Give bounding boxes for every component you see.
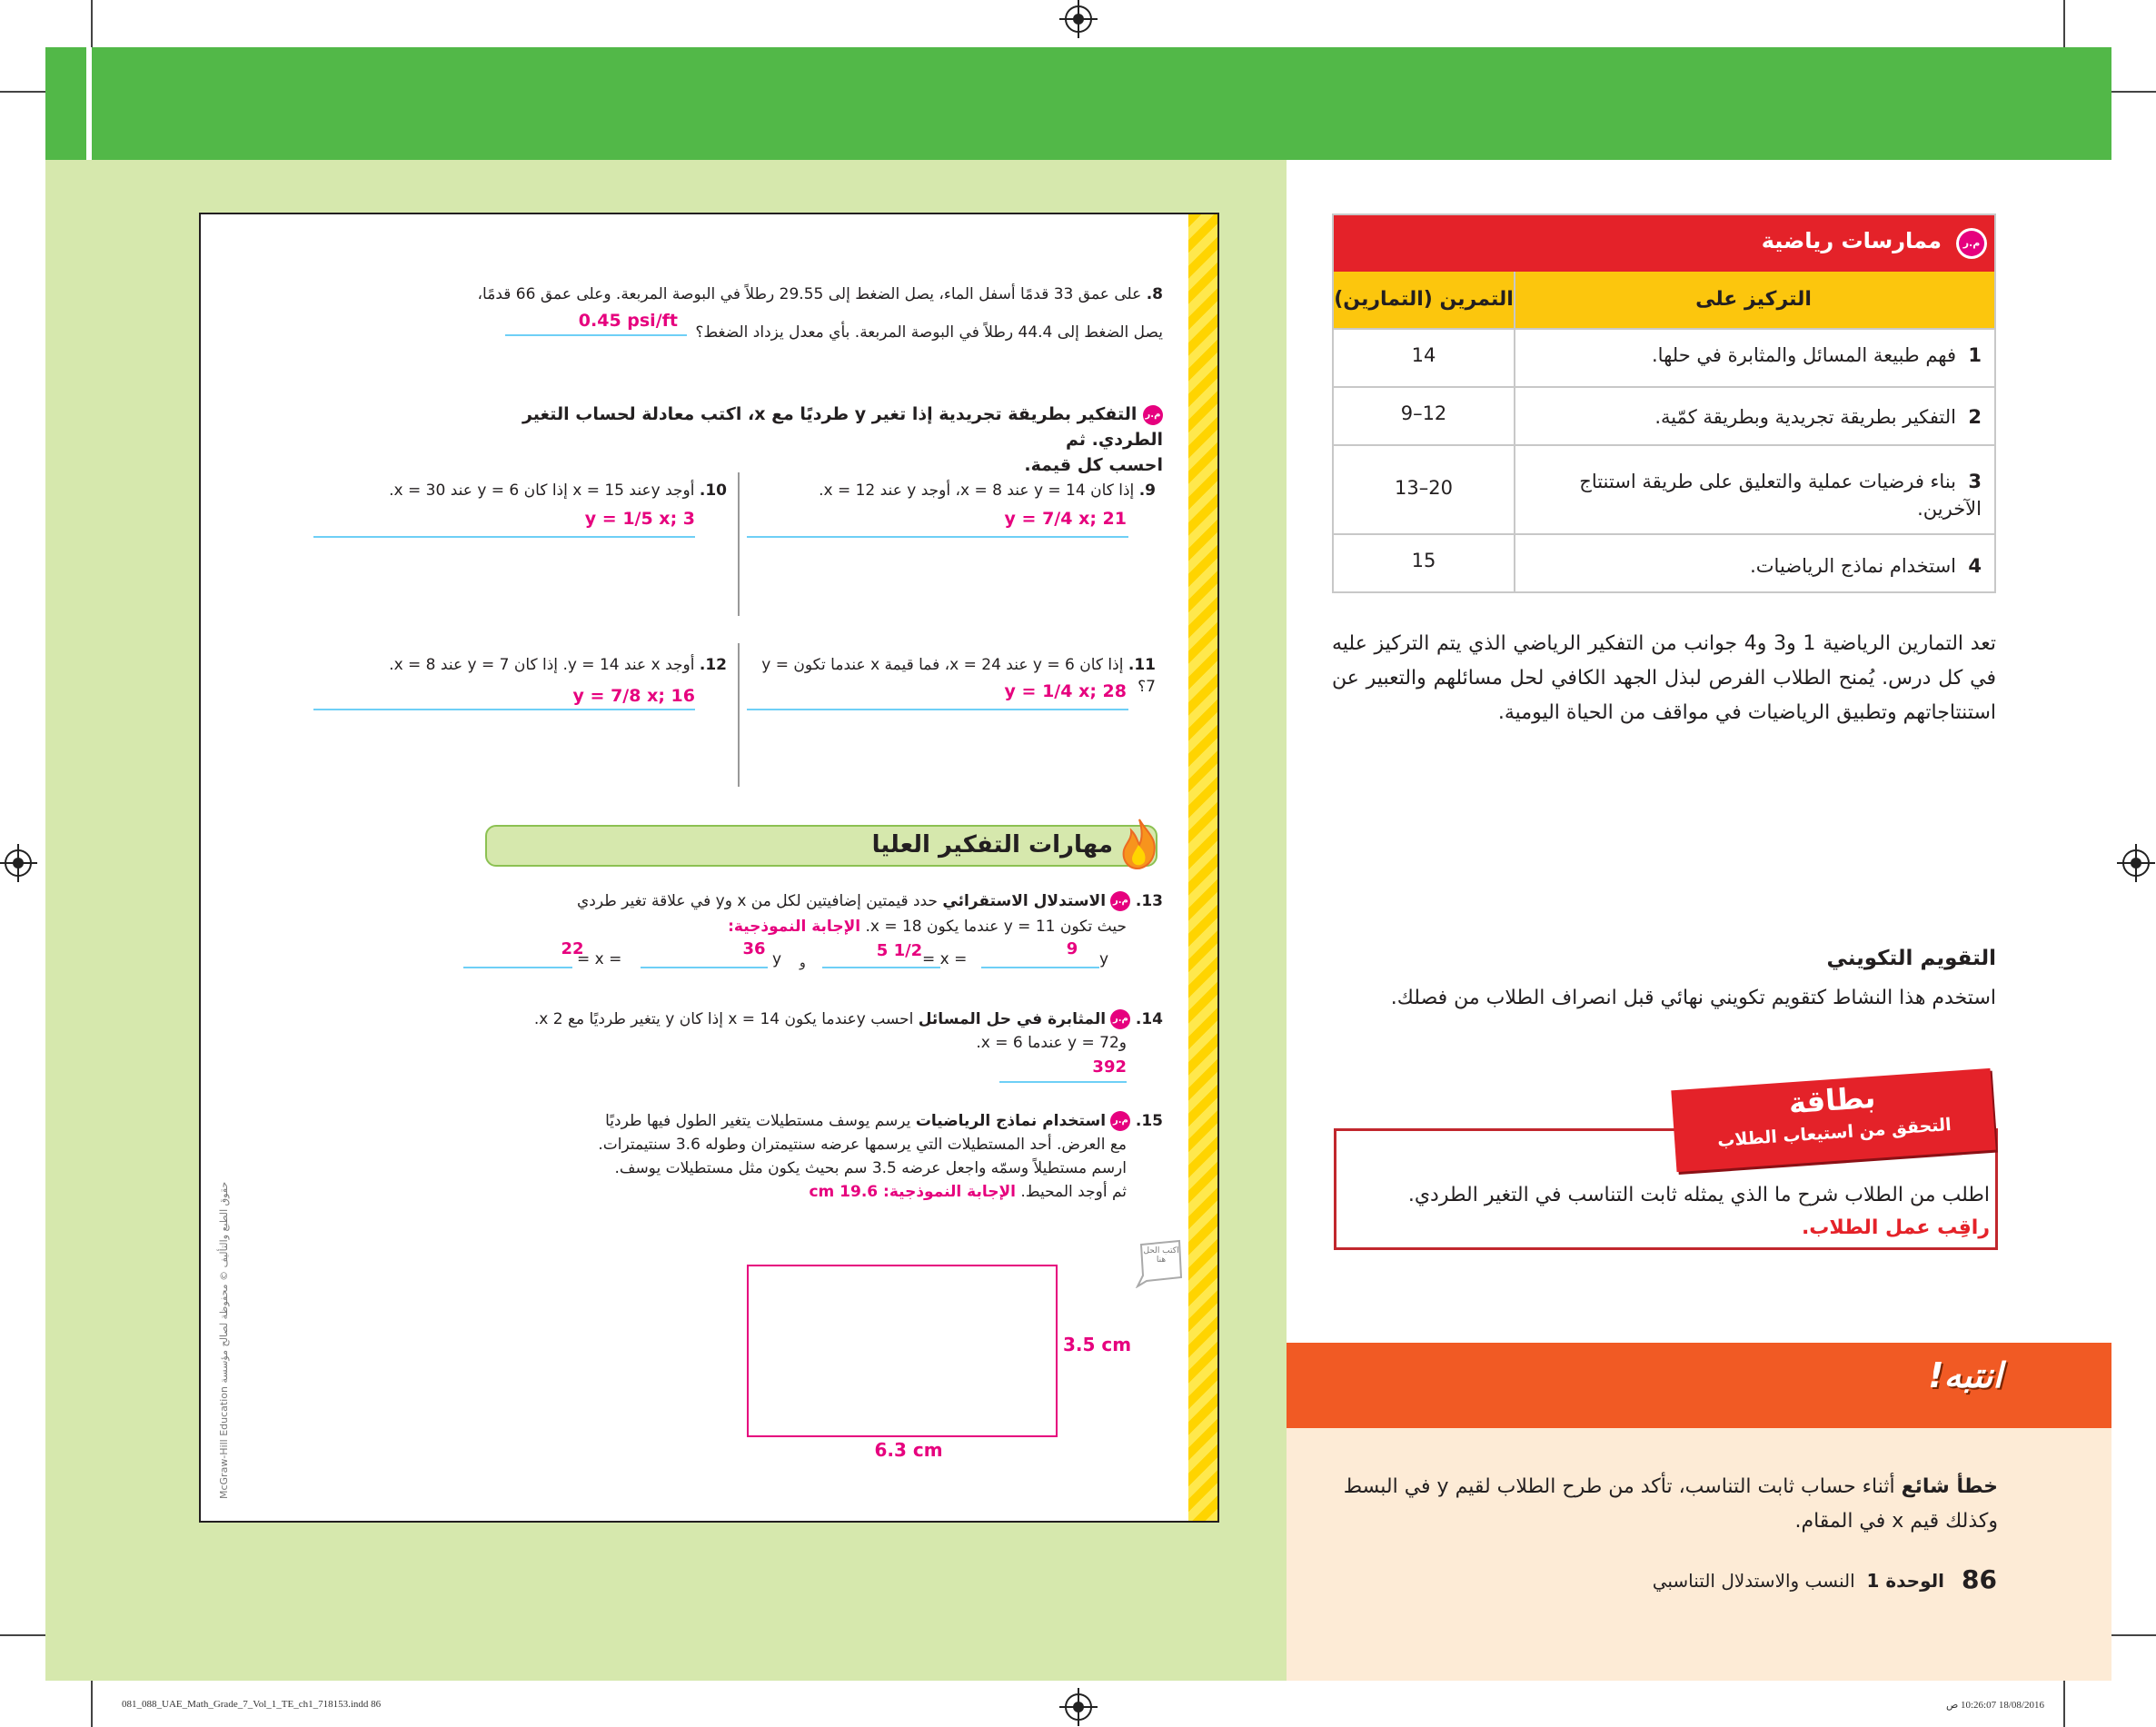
q13-value-y: 36	[742, 939, 766, 958]
q11-answer: y = 1/4 x; 28	[1004, 681, 1127, 701]
math-practice-icon: م.ر	[1110, 1111, 1130, 1131]
column-separator	[1514, 272, 1515, 328]
answer-line	[641, 967, 768, 968]
answer-line	[313, 536, 695, 538]
answer-line	[747, 536, 1128, 538]
column-divider	[738, 643, 740, 787]
col-exercise: التمرين (التمارين)	[1334, 288, 1514, 311]
formative-title: التقويم التكويني	[1826, 947, 1996, 970]
q9-text: 9. إذا كان y = 14 عند x = 8، أوجد y عند x = 12.	[819, 481, 1156, 500]
page-number: 86	[1962, 1564, 1997, 1594]
answer-line	[747, 709, 1128, 710]
q8-line1	[472, 283, 1163, 305]
watch-out-banner	[1287, 1343, 2111, 1428]
q13-answers: 22 = x = 36 y و 5 1/2 = x = 9 y	[463, 939, 1118, 976]
watch-out-title: انتبه!	[1928, 1355, 2002, 1395]
registration-mark-icon	[5, 849, 32, 877]
answer-line	[505, 334, 687, 336]
answer-line	[313, 709, 695, 710]
q11-text: 11. إذا كان y = 6 عند x = 24، فما قيمة x عندما تكون y = 7؟	[761, 656, 1156, 696]
practices-row: 1 فهم طبيعة المسائل والمثابرة في حلها. 14	[1334, 328, 1994, 386]
header-band-divider	[86, 47, 92, 160]
q14-line2: و72 = y عندما x = 6.	[976, 1034, 1127, 1052]
ticket-link: راقِب عمل الطلاب.	[1801, 1216, 1990, 1239]
q14-answer: 392	[1092, 1057, 1127, 1077]
crop-mark	[2109, 1634, 2156, 1636]
registration-mark-icon	[1065, 1693, 1092, 1721]
write-here-icon: اكتب الحل هنا	[1134, 1236, 1187, 1288]
col-focus: التركيز على	[1695, 288, 1812, 311]
q9-answer: y = 7/4 x; 21	[1004, 509, 1127, 529]
header-band	[45, 47, 2111, 160]
rectangle-drawing	[747, 1265, 1058, 1437]
crop-mark	[2063, 1681, 2065, 1727]
q15-line3: ارسم مستطيلاً وسمّه واجعل عرضه 3.5 سم بحيث يكون مثل مستطيلات يوسف.	[614, 1159, 1127, 1177]
math-practice-icon: م.ر	[1110, 1009, 1130, 1029]
practices-paragraph: تعد التمارين الرياضية 1 و3 و4 جوانب من التفكير الرياضي الذي يتم التركيز عليه في كل درس. يُمنح الطلاب الفرص لبذل الجهد الكافي لحل مسائلهم والتعبير عن استنتاجاتهم وتطبيق الرياضيات في مواقف من الحياة اليومية.	[1332, 632, 1997, 724]
registration-mark-icon	[1065, 5, 1092, 33]
column-divider	[738, 472, 740, 616]
hots-title: مهارات التفكير العليا	[871, 831, 1113, 859]
practices-table	[1332, 213, 1996, 593]
flame-icon	[1119, 818, 1159, 870]
rect-width-label: 6.3 cm	[874, 1439, 943, 1461]
q8-number: 8.	[1146, 285, 1163, 303]
watch-out-body	[1287, 1428, 2111, 1681]
file-name: 081_088_UAE_Math_Grade_7_Vol_1_TE_ch1_718153.indd 86	[122, 1699, 382, 1710]
math-practice-icon: م.ر	[1143, 405, 1163, 425]
math-practice-icon: م.ر	[1110, 891, 1130, 911]
practices-row: 2 التفكير بطريقة تجريدية وبطريقة كمّية. 9–12	[1334, 386, 1994, 444]
column-separator	[1514, 388, 1515, 444]
q14-line1: 14. م.ر المثابرة في حل المسائل احسب yعندما يكون x = 14 إذا كان y يتغير طرديًا مع x 2.	[533, 1010, 1163, 1028]
practices-table-header	[1334, 215, 1994, 272]
column-separator	[1514, 446, 1515, 533]
q12-answer: y = 7/8 x; 16	[572, 686, 695, 706]
crop-mark	[0, 1634, 47, 1636]
q13-line1: 13. م.ر الاستدلال الاستقرائي حدد قيمتين إضافيتين لكل من x وy في علاقة تغير طردي	[576, 892, 1163, 910]
footer-unit: الوحدة 1 النسب والاستدلال التناسبي	[1652, 1570, 1944, 1592]
crop-mark	[91, 1681, 93, 1727]
crop-mark	[2063, 0, 2065, 47]
practices-table-columns	[1334, 272, 1994, 328]
q10-text: 10. أوجد yعند x = 15 إذا كان y = 6 عند x = 30.	[389, 481, 727, 500]
practices-row: 3 بناء فرضيات عملية والتعليق على طريقة استنتاج الآخرين. 13–20	[1334, 444, 1994, 533]
q8-text: على عمق 33 قدمًا أسفل الماء، يصل الضغط إلى 29.55 رطلاً في البوصة المربعة. وعلى عمق 66 قدمًا،	[477, 285, 1142, 303]
q10-answer: y = 1/5 x; 3	[584, 509, 695, 529]
q15-line1: 15. م.ر استخدام نماذج الرياضيات يرسم يوسف مستطيلات يتغير الطول فيها طرديًا	[605, 1112, 1163, 1130]
column-separator	[1514, 535, 1515, 591]
copyright-text: حقوق الطبع والتأليف © محفوظة لصالح مؤسسة McGraw-Hill Education	[218, 1181, 230, 1499]
watch-out-text: خطأ شائع أثناء حساب ثابت التناسب، تأكد من طرح الطلاب لقيم y في البسط وكذلك قيم x في المقام.	[1343, 1475, 1998, 1533]
crop-mark	[0, 91, 47, 93]
crop-mark	[2109, 91, 2156, 93]
rect-height-label: 3.5 cm	[1063, 1334, 1132, 1355]
column-separator	[1514, 330, 1515, 386]
q8-answer: 0.45 psi/ft	[578, 311, 678, 331]
crop-mark	[91, 0, 93, 47]
ticket-title: بطاقة	[1787, 1079, 1877, 1121]
q15-line4: ثم أوجد المحيط. الإجابة النموذجية: 19.6 cm	[809, 1183, 1127, 1201]
print-date: 18/08/2016 10:26:07 ص	[1945, 1700, 2044, 1711]
answer-line	[999, 1081, 1127, 1083]
math-practice-icon: م.ر	[1956, 228, 1987, 259]
practices-table-title: ممارسات رياضية	[1761, 228, 1942, 253]
answer-line	[463, 967, 572, 968]
registration-mark-icon	[2122, 849, 2150, 877]
answer-line	[981, 967, 1099, 968]
q13-value-y2: 9	[1066, 939, 1078, 958]
page-edge-stripe	[1188, 214, 1217, 1521]
q13-line2: حيث تكون y = 11 عندما يكون x = 18. الإجابة النموذجية:	[728, 918, 1127, 936]
q15-line2: مع العرض. أحد المستطيلات التي يرسمها عرضه سنتيمتران وطوله 3.6 سنتيمترات.	[598, 1136, 1127, 1154]
formative-text: استخدم هذا النشاط كتقويم تكويني نهائي قبل انصراف الطلاب من فصلك.	[1390, 987, 1996, 1009]
section-instruction: م.ر التفكير بطريقة تجريدية إذا تغير y طرديًا مع x، اكتب معادلة لحساب التغير الطردي. ثم احسب كل قيمة.	[522, 404, 1163, 475]
q13-value-x: 22	[561, 939, 584, 958]
ticket-text: اطلب من الطلاب شرح ما الذي يمثله ثابت التناسب في التغير الطردي. راقِب عمل الطلاب.	[1407, 1184, 1990, 1239]
q12-text: 12. أوجد x عند y = 14. إذا كان y = 7 عند x = 8.	[389, 656, 727, 674]
q8-line2: يصل الضغط إلى 44.4 رطلاً في البوصة المربعة. بأي معدل يزداد الضغط؟	[695, 323, 1163, 342]
ticket-subtitle: التحقق من استيعاب الطلاب	[1716, 1114, 1952, 1151]
q13-value-x2: 5 1/2	[876, 941, 923, 960]
practices-row: 4 استخدام نماذج الرياضيات. 15	[1334, 533, 1994, 591]
